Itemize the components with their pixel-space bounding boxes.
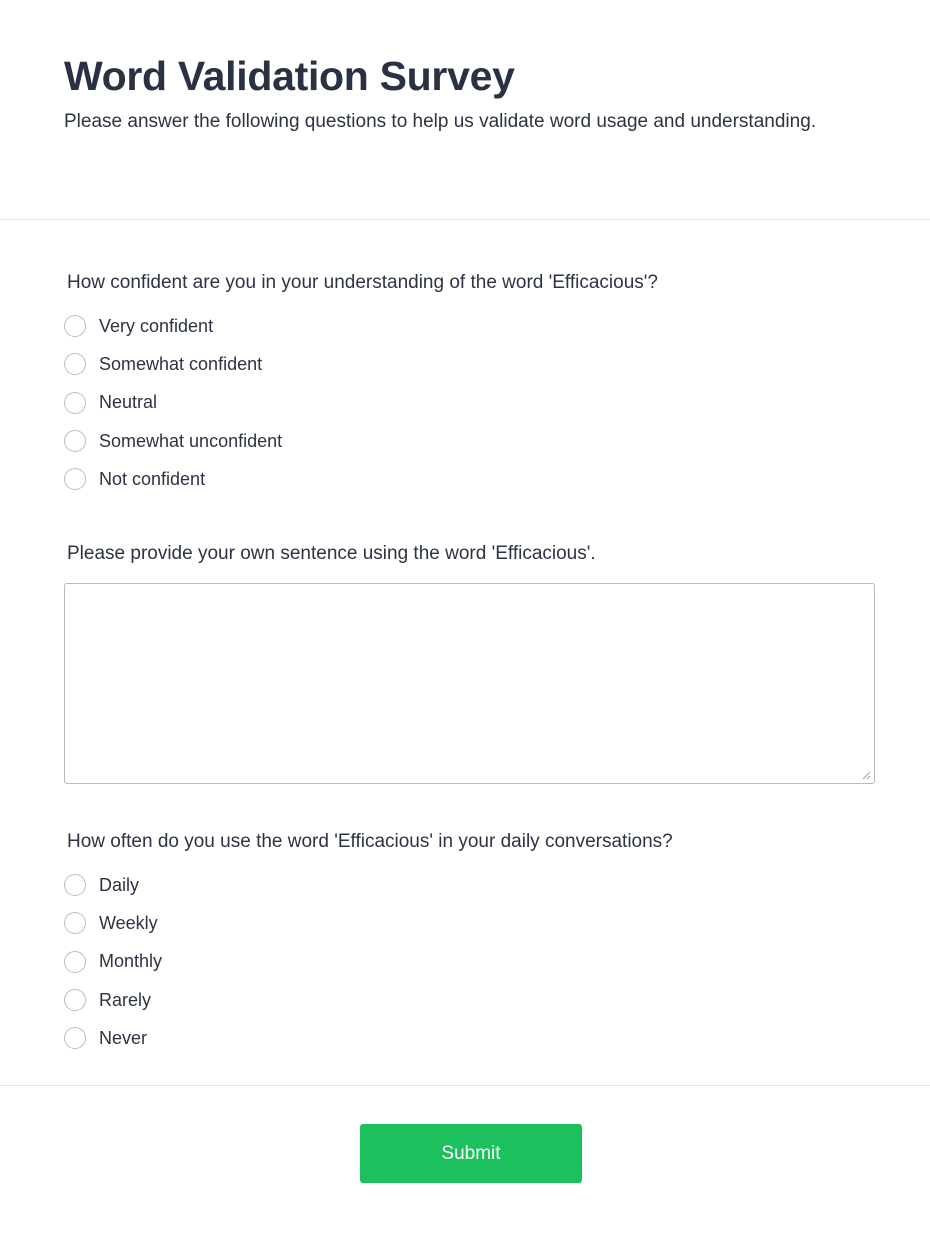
option-very-confident[interactable]: [64, 307, 282, 345]
radio-button[interactable]: [64, 989, 86, 1011]
option-somewhat-unconfident[interactable]: [64, 422, 282, 460]
option-neutral[interactable]: [64, 384, 282, 422]
option-not-confident[interactable]: [64, 460, 282, 498]
radio-button[interactable]: [64, 912, 86, 934]
sentence-input[interactable]: [64, 583, 875, 784]
radio-button[interactable]: [64, 874, 86, 896]
radio-button[interactable]: [64, 1027, 86, 1049]
option-rarely[interactable]: [64, 981, 162, 1019]
radio-button[interactable]: [64, 430, 86, 452]
option-label: Rarely: [99, 989, 152, 1010]
option-label: Daily: [99, 874, 140, 895]
option-label: Somewhat unconfident: [99, 430, 283, 451]
option-weekly[interactable]: [64, 904, 162, 942]
sentence-input-wrapper: [64, 583, 875, 784]
question-3-options: [64, 866, 162, 1057]
page-title: Word Validation Survey: [64, 53, 515, 99]
footer-divider: [0, 1085, 930, 1086]
option-label: Not confident: [99, 468, 206, 489]
radio-button[interactable]: [64, 315, 86, 337]
radio-button[interactable]: [64, 468, 86, 490]
submit-button[interactable]: Submit: [360, 1124, 582, 1183]
question-3-label: How often do you use the word 'Efficacious' in your daily conversations?: [67, 831, 673, 852]
option-somewhat-confident[interactable]: [64, 345, 282, 383]
option-daily[interactable]: [64, 866, 162, 904]
radio-button[interactable]: [64, 951, 86, 973]
survey-header: [0, 0, 930, 220]
page-subtitle: Please answer the following questions to help us validate word usage and understanding.: [64, 111, 817, 132]
option-label: Weekly: [99, 912, 158, 933]
option-monthly[interactable]: [64, 943, 162, 981]
option-label: Neutral: [99, 392, 158, 413]
question-1-options: [64, 307, 282, 498]
radio-button[interactable]: [64, 353, 86, 375]
option-label: Very confident: [99, 315, 214, 336]
question-1-label: How confident are you in your understanding of the word 'Efficacious'?: [67, 272, 658, 293]
resize-handle-icon[interactable]: [861, 770, 871, 780]
question-2-label: Please provide your own sentence using the word 'Efficacious'.: [67, 543, 596, 564]
option-never[interactable]: [64, 1019, 162, 1057]
option-label: Never: [99, 1027, 148, 1048]
option-label: Monthly: [99, 951, 163, 972]
option-label: Somewhat confident: [99, 353, 263, 374]
radio-button[interactable]: [64, 392, 86, 414]
